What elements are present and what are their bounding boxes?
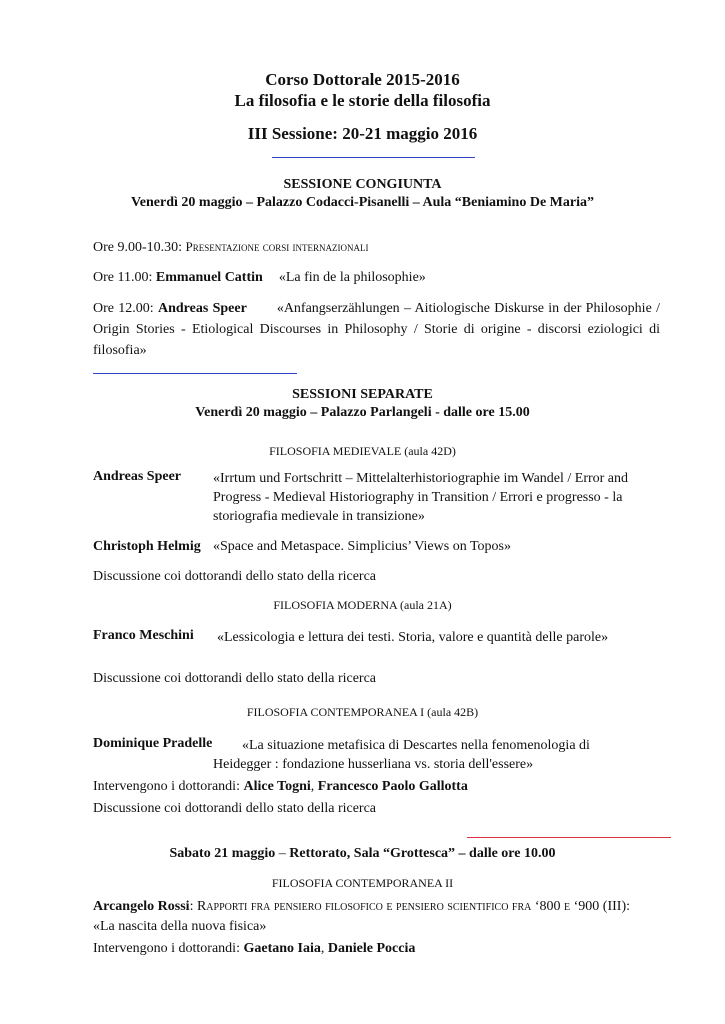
- saturday-day: Sabato 21 maggio: [169, 846, 276, 861]
- contemporanea2-intervene: [93, 938, 660, 959]
- contemporanea1-comma: ,: [310, 779, 318, 794]
- contemporanea2-intervene-label: Intervengono i dottorandi:: [93, 941, 244, 956]
- title-underline: [272, 157, 475, 158]
- separate-session-subheading: Venerdì 20 maggio – Palazzo Parlangeli - dalle ore 15.00: [195, 405, 530, 420]
- contemporanea1-student-1: Alice Togni: [243, 779, 311, 794]
- medievale-speaker-1: Andreas Speer: [93, 469, 182, 484]
- saturday-divider: [467, 837, 671, 838]
- course-title: Corso Dottorale 2015-2016: [265, 70, 460, 89]
- joint-divider: [93, 373, 297, 374]
- session-title: III Sessione: 20-21 maggio 2016: [247, 124, 478, 143]
- joint-session-heading: SESSIONE CONGIUNTA: [283, 177, 442, 192]
- contemporanea2-colon: :: [189, 899, 197, 914]
- joint-item-2-time: Ore 11.00:: [93, 270, 156, 285]
- contemporanea1-discussion: Discussione coi dottorandi dello stato della ricerca: [93, 801, 377, 816]
- joint-session-subheading: Venerdì 20 maggio – Palazzo Codacci-Pisanelli – Aula “Beniamino De Maria”: [130, 195, 594, 210]
- contemporanea2-student-1: Gaetano Iaia: [243, 941, 321, 956]
- medievale-discussion: Discussione coi dottorandi dello stato della ricerca: [93, 569, 377, 584]
- contemporanea1-intervene: [93, 776, 660, 797]
- joint-item-1-time: Ore 9.00-10.30:: [93, 240, 186, 255]
- saturday-dash: –: [275, 846, 290, 861]
- saturday-place: Rettorato, Sala “Grottesca” – dalle ore 10.00: [289, 846, 556, 861]
- contemporanea2-subtitle: : «La nascita della nuova fisica»: [93, 899, 630, 934]
- contemporanea2-speaker: Arcangelo Rossi: [93, 899, 190, 914]
- saturday-heading: [0, 846, 725, 862]
- contemporanea2-talk: [93, 897, 633, 937]
- moderna-label: FILOSOFIA MODERNA (aula 21A): [273, 598, 452, 612]
- contemporanea1-intervene-label: Intervengono i dottorandi:: [93, 779, 244, 794]
- joint-item-3-speaker: Andreas Speer: [157, 301, 247, 316]
- joint-item-3-text: «Anfangserzählungen – Aitiologische Diskurse in der Philosophie / Origin Stories - Etiological Discourses in Philosophy / Storie di origine - discorsi eziologici di filosofia»: [93, 301, 660, 358]
- medievale-speaker-2: Christoph Helmig: [93, 539, 201, 554]
- contemporanea1-talk: «La situazione metafisica di Descartes nella fenomenologia di Heidegger : fondazione husserliana vs. storia dell'essere»: [213, 738, 590, 772]
- separate-session-heading: SESSIONI SEPARATE: [292, 387, 433, 402]
- contemporanea2-comma: ,: [320, 941, 328, 956]
- contemporanea2-label: FILOSOFIA CONTEMPORANEA II: [271, 876, 454, 890]
- moderna-discussion: Discussione coi dottorandi dello stato della ricerca: [93, 671, 377, 686]
- course-subtitle: La filosofia e le storie della filosofia: [234, 91, 491, 110]
- contemporanea1-student-2: Francesco Paolo Gallotta: [317, 779, 468, 794]
- moderna-speaker: Franco Meschini: [93, 628, 194, 643]
- contemporanea2-student-2: Daniele Poccia: [327, 941, 416, 956]
- contemporanea1-label: FILOSOFIA CONTEMPORANEA I (aula 42B): [246, 705, 479, 719]
- medievale-talk-1: «Irrtum und Fortschritt – Mittelalterhistoriographie im Wandel / Error and Progress - Medieval Historiography in Transition / Errori e progresso - la storiografia medievale in transizione»: [213, 471, 629, 524]
- joint-item-2-text: «La fin de la philosophie»: [278, 270, 426, 285]
- joint-item-2: [93, 267, 660, 288]
- joint-item-2-speaker: Emmanuel Cattin: [155, 270, 263, 285]
- medievale-talk-2: «Space and Metaspace. Simplicius’ Views on Topos»: [213, 539, 511, 554]
- medievale-label: FILOSOFIA MEDIEVALE (aula 42D): [269, 444, 456, 458]
- joint-item-1: [93, 236, 660, 258]
- contemporanea2-title: Rapporti fra pensiero filosofico e pensiero scientifico fra ‘800 e ‘900 (III): [196, 899, 627, 914]
- joint-item-1-text: Presentazione corsi internazionali: [185, 239, 369, 254]
- moderna-talk: «Lessicologia e lettura dei testi. Storia, valore e quantità delle parole»: [217, 630, 609, 645]
- contemporanea1-speaker: Dominique Pradelle: [93, 736, 213, 751]
- joint-item-3-time: Ore 12.00:: [93, 301, 158, 316]
- joint-item-3: [93, 298, 660, 361]
